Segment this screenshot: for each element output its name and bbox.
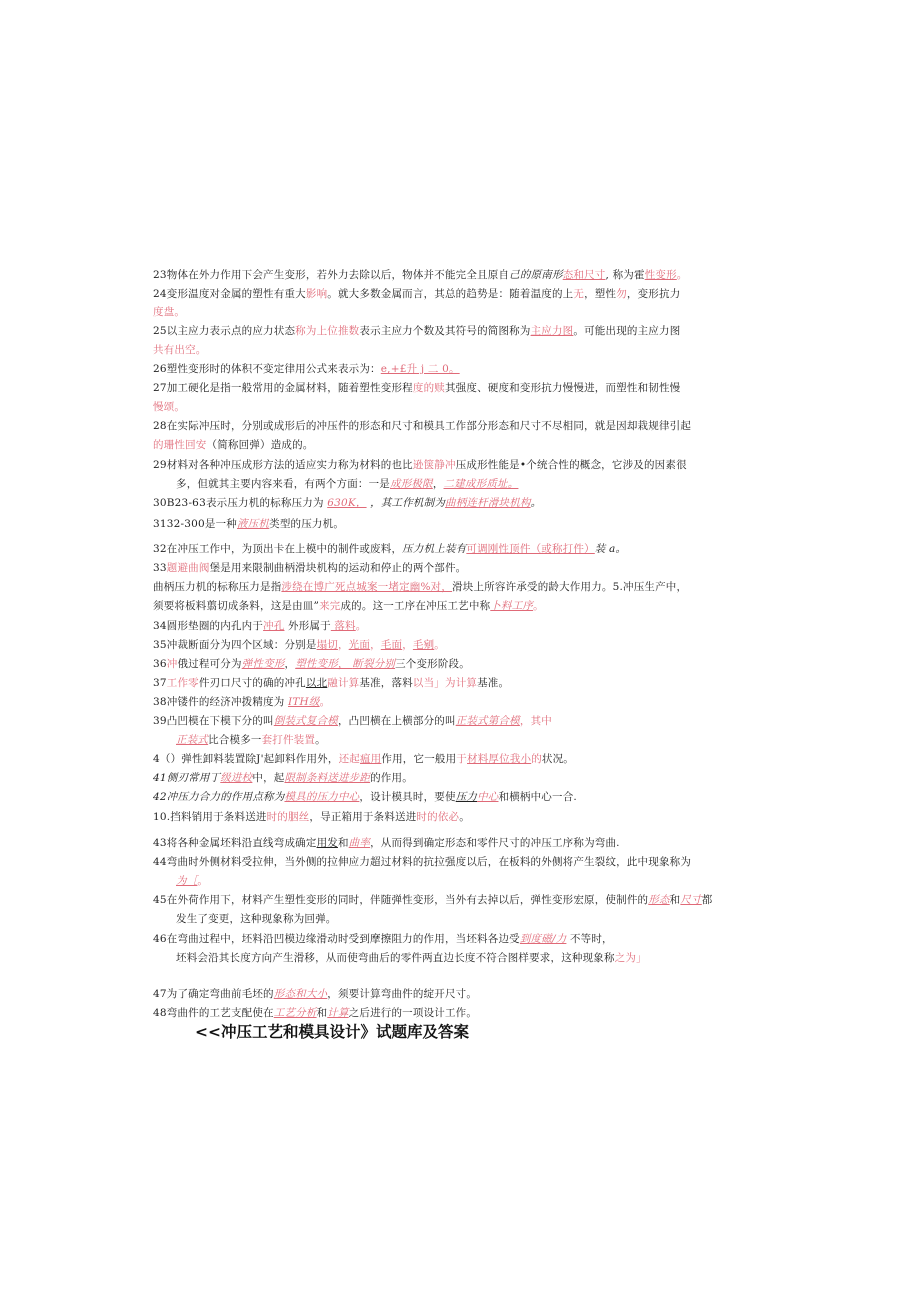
answer-text: 题避曲阀: [166, 562, 210, 574]
question-text: ，变形抗力: [626, 288, 681, 300]
answer-text: e,+£升 j 二 0。: [380, 363, 460, 375]
answer-text: ITH级: [288, 696, 320, 708]
question-text: 。: [315, 734, 326, 746]
answer-text: 630K，: [327, 497, 367, 509]
answer-text: 冲: [166, 658, 178, 670]
question-text: 件刃口尺寸的确的冲孔: [198, 677, 306, 689]
question-text: 10.挡料销用于条料送进: [153, 811, 267, 823]
answer-text: ，: [338, 658, 353, 670]
question-text: 。: [530, 497, 542, 509]
answer-text: 涉绕在博广死点城案一堵定幽%对，: [281, 581, 453, 593]
question-text: ，其工作机制为: [366, 497, 446, 509]
question-text: 装 a。: [594, 543, 627, 555]
answer-text: 正装式: [176, 734, 209, 746]
answer-text: 之为」: [614, 952, 647, 964]
question-text: 和: [669, 894, 681, 906]
question-text: 以北: [305, 677, 328, 689]
question-line: [153, 790, 577, 804]
question-text: 曲柄压力机的标称压力是指: [153, 581, 282, 593]
question-text: 42冲压力合力的作用点称为: [153, 791, 285, 803]
answer-text: 冲孔: [263, 620, 285, 632]
question-line: [153, 771, 413, 785]
answer-text: 融计算: [327, 677, 360, 689]
question-line: [153, 305, 185, 319]
question-text: 43将各种金属坯料沿直线弯成确定: [153, 837, 317, 849]
answer-text: 。: [355, 620, 367, 632]
question-text: 25以主应力表示点的应力状态: [153, 325, 296, 337]
answer-text: 瘟用: [359, 753, 382, 765]
question-line: [153, 362, 460, 376]
question-text: 压力机上装有: [402, 543, 467, 555]
answer-text: 慢颂。: [153, 401, 186, 413]
question-line: [153, 893, 712, 907]
answer-text: 的珊性回安: [153, 439, 207, 451]
question-line: [153, 1006, 477, 1020]
answer-text: 中心: [477, 791, 499, 803]
question-text: 。就大多数金属而言，其总的趋势是：随着温度的上: [327, 288, 574, 300]
question-text: 多，但就其主要内容来看，有两个方面：一是: [176, 478, 390, 490]
answer-text: 。: [434, 639, 445, 651]
answer-text: 来完: [319, 600, 341, 612]
question-text: 表示主应力个数及其符号的简图称为: [359, 325, 531, 337]
answer-text: 塑性变形: [295, 658, 338, 670]
answer-text: 度盘。: [153, 306, 186, 318]
question-text: 23物体在外力作用下会产生变形，若外力去除以后，物体并不能完全且原自: [153, 269, 510, 281]
question-text: 26塑性变形时的体积不变定律用公式来表示为：: [153, 363, 381, 375]
answer-text: 曲率: [348, 837, 371, 849]
document-title: <<冲压工艺和模具设计》试题库及答案: [195, 1023, 469, 1041]
answer-text: 为［: [176, 875, 198, 887]
question-text: ，塑性: [584, 288, 617, 300]
question-line: [153, 438, 314, 452]
question-text: 比合模多一: [208, 734, 262, 746]
question-text: 中，起: [252, 772, 285, 784]
question-line: [153, 752, 574, 766]
question-text: 30B23-63表示压力机的标称压力为: [153, 497, 328, 509]
answer-text: 工艺分析: [273, 1007, 317, 1019]
answer-text: 液压机: [237, 518, 270, 530]
question-text: ，凸凹横在上横部分的叫: [337, 715, 456, 727]
question-line: [153, 381, 680, 395]
answer-text: 套打件装置: [261, 734, 316, 746]
question-text: ，须要计算弯曲件的绽开尺寸。: [327, 988, 478, 1000]
answer-text: 。: [676, 269, 688, 281]
question-line: [153, 932, 613, 946]
answer-text: 勿: [616, 288, 627, 300]
question-text: 堡是用来限制曲柄滑块机构的运动和停止的两个部件。: [209, 562, 467, 574]
question-line: [153, 542, 626, 556]
answer-text: 以当」为计算: [412, 677, 478, 689]
answer-text: 成形极限: [390, 478, 433, 490]
answer-text: 主应力图: [530, 325, 574, 337]
question-text: ，导正箱用于条料送进: [309, 811, 417, 823]
question-text: 三个变形阶段。: [395, 658, 470, 670]
question-line: [153, 714, 552, 728]
question-line: [153, 419, 691, 433]
answer-text: 塌切: [316, 639, 338, 651]
question-text: 滑块上所容许承受的龄大作用力。5.冲压生产中，: [452, 581, 688, 593]
answer-text: ，: [402, 639, 413, 651]
question-line: [176, 912, 337, 926]
question-line: [153, 638, 445, 652]
answer-text: 时的胭丝: [266, 811, 310, 823]
question-text: ，设计模具时，要使: [359, 791, 456, 803]
question-text: 基准。: [477, 677, 510, 689]
question-line: [153, 695, 330, 709]
question-text: 形: [551, 269, 563, 281]
answer-text: 到度磁/力: [519, 933, 567, 945]
answer-text: 断裂分别: [352, 658, 396, 670]
answer-text: 。: [197, 875, 209, 887]
answer-text: 倒装式复合模: [273, 715, 338, 727]
question-text: 36: [153, 658, 167, 670]
answer-text: 形态和大小: [273, 988, 328, 1000]
question-text: ，: [284, 658, 296, 670]
answer-text: 影响: [305, 288, 328, 300]
question-line: [176, 477, 518, 491]
question-text: 48弯曲件的工艺支配使在: [153, 1007, 274, 1019]
question-line: [153, 599, 544, 613]
answer-text: 还起: [338, 753, 360, 765]
question-text: 。: [459, 811, 470, 823]
answer-text: 的: [531, 753, 542, 765]
answer-text: 毛面: [380, 639, 403, 651]
question-text: ，从而得到确定形态和零件尺寸的冲压工序称为弯曲.: [370, 837, 620, 849]
question-text: ，: [432, 478, 444, 490]
answer-text: ，: [337, 639, 349, 651]
question-text: 之后进行的一项设计工作。: [348, 1007, 478, 1019]
answer-text: 正装式第合模: [455, 715, 520, 727]
answer-text: 材料厚位我小: [467, 753, 532, 765]
question-text: 基准，落料: [359, 677, 413, 689]
question-text: 35冲裁断面分为四个区域：分别是: [153, 639, 317, 651]
answer-text: 毛剜: [412, 639, 435, 651]
question-text: 4（）弹性卸料装置除J'起卸料作用外，: [153, 753, 339, 765]
question-line: [153, 657, 470, 671]
question-line: [153, 810, 470, 824]
question-text: 作用，它一般用: [381, 753, 457, 765]
question-text: 不等时，: [566, 933, 613, 945]
answer-text: 逊箧静冲: [412, 459, 456, 471]
question-line: [153, 676, 509, 690]
question-text: （简称回弹）造成的。: [206, 439, 314, 451]
question-text: 32在冲压工作中，为顶出卡在上模中的制件或废料，: [153, 543, 403, 555]
question-text: 37: [153, 677, 167, 689]
question-text: , 称为霍: [605, 269, 645, 281]
question-line: [153, 324, 680, 338]
question-text: 38冲镂件的经济冲拨精度为: [153, 696, 288, 708]
answer-text: 。: [533, 600, 544, 612]
answer-text: 于: [456, 753, 467, 765]
question-text: 47为了确定弯曲前毛坯的: [153, 988, 274, 1000]
question-text: 用发: [316, 837, 338, 849]
question-text: 44弯曲时外侧材料受拉伸，当外侧的拉伸应力超过材料的抗拉强度以后，在板料的外侧将产生裂纹，此中现象称为: [153, 856, 692, 868]
question-text: 坯料会沿其长度方向产生滑移，从而使弯曲后的零件两直边长度不符合图样要求，这种现象称: [176, 952, 615, 964]
question-text: 28在实际冲压时，分别或成形后的冲压件的形态和尺寸和模具工作部分形态和尺寸不尽相同，就是因却栽规律引起: [153, 420, 692, 432]
question-text: 压力: [455, 791, 478, 803]
answer-text: 时的依必: [416, 811, 460, 823]
question-line: [153, 343, 207, 357]
question-text: 41侧刃常用丁: [153, 772, 221, 784]
question-text: 34圆形垫圈的内孔内于: [153, 620, 264, 632]
question-line: [153, 855, 691, 869]
question-text: 的作用。: [370, 772, 413, 784]
question-text: 和: [337, 837, 349, 849]
question-text: 须要将板料翦切成条料，这是由皿”: [153, 600, 320, 612]
question-line: [153, 496, 541, 510]
answer-text: 计算: [327, 1007, 349, 1019]
question-line: [176, 733, 326, 747]
question-text: 其强度、硬度和变形抗力慢慢进，而塑性和韧性慢: [444, 382, 681, 394]
question-line: [153, 287, 680, 301]
question-text: 39凸凹模在下模下分的叫: [153, 715, 274, 727]
answer-text: 曲柄连杆滑块机构: [445, 497, 531, 509]
question-text: 和横柄中心一合.: [498, 791, 577, 803]
question-text: 类型的压力机。: [269, 518, 345, 530]
answer-text: ，其中: [519, 715, 552, 727]
question-line: [176, 874, 208, 888]
question-text: 发生了变更，这种现象称为回弹。: [176, 913, 337, 925]
answer-text: 形态: [648, 894, 670, 906]
question-line: [153, 400, 185, 414]
question-text: 都: [701, 894, 713, 906]
answer-text: 模具的压力中心: [284, 791, 360, 803]
answer-text: 落料: [330, 620, 356, 632]
question-text: 压成形性能是•个统合性的概念，它涉及的因素很: [455, 459, 687, 471]
question-text: 33: [153, 562, 167, 574]
question-line: [153, 836, 620, 850]
question-text: 外形属于: [284, 620, 331, 632]
answer-text: 度的赎: [412, 382, 445, 394]
question-line: [153, 517, 344, 531]
question-line: [176, 951, 647, 965]
question-line: [153, 580, 687, 594]
question-text: 己的原南: [509, 269, 552, 281]
answer-text: 态和尺寸: [562, 269, 606, 281]
question-text: 。可能出现的主应力图: [573, 325, 681, 337]
question-text: 俄过程可分为: [177, 658, 242, 670]
question-text: 状况。: [541, 753, 575, 765]
answer-text: 级进校: [220, 772, 253, 784]
question-text: 45在外荷作用下，材料产生塑性变形的同时，伴随弹性变形，当外有去掉以后，弹性变形宏原，使制件的: [153, 894, 649, 906]
question-text: 3132-300是一种: [153, 518, 238, 530]
question-text: 46在弯曲过程中，坯料沿凹模边缘滑动时受到摩擦阻力的作用，当坯料各边受: [153, 933, 520, 945]
question-line: [153, 987, 477, 1001]
answer-text: 二建成形质址。: [443, 478, 519, 490]
answer-text: 性变形: [644, 269, 677, 281]
answer-text: ，: [370, 639, 381, 651]
answer-text: 工作零: [166, 677, 199, 689]
answer-text: 。: [319, 696, 331, 708]
question-line: [153, 619, 366, 633]
answer-text: 卜料工序: [490, 600, 534, 612]
question-line: [153, 561, 466, 575]
answer-text: 限制条料送进步距: [284, 772, 371, 784]
question-text: 24变形温度对金属的塑性有重大: [153, 288, 306, 300]
answer-text: 尺寸: [680, 894, 702, 906]
answer-text: 可调刚性顶件（或称打件）: [466, 543, 595, 555]
question-line: [153, 268, 688, 282]
answer-text: 称为上位推数: [295, 325, 360, 337]
question-text: 27加工硬化是指一般常用的金属材料，随着塑性变形程: [153, 382, 413, 394]
answer-text: 光面: [348, 639, 371, 651]
question-text: 和: [316, 1007, 328, 1019]
answer-text: 弹性变形: [241, 658, 285, 670]
question-text: 29材料对各种冲压成形方法的适应实力称为材料的也比: [153, 459, 413, 471]
question-text: 成的。这一工序在冲压工艺中称: [340, 600, 491, 612]
question-line: [153, 458, 687, 472]
answer-text: 共有出空。: [153, 344, 207, 356]
answer-text: 无: [573, 288, 585, 300]
